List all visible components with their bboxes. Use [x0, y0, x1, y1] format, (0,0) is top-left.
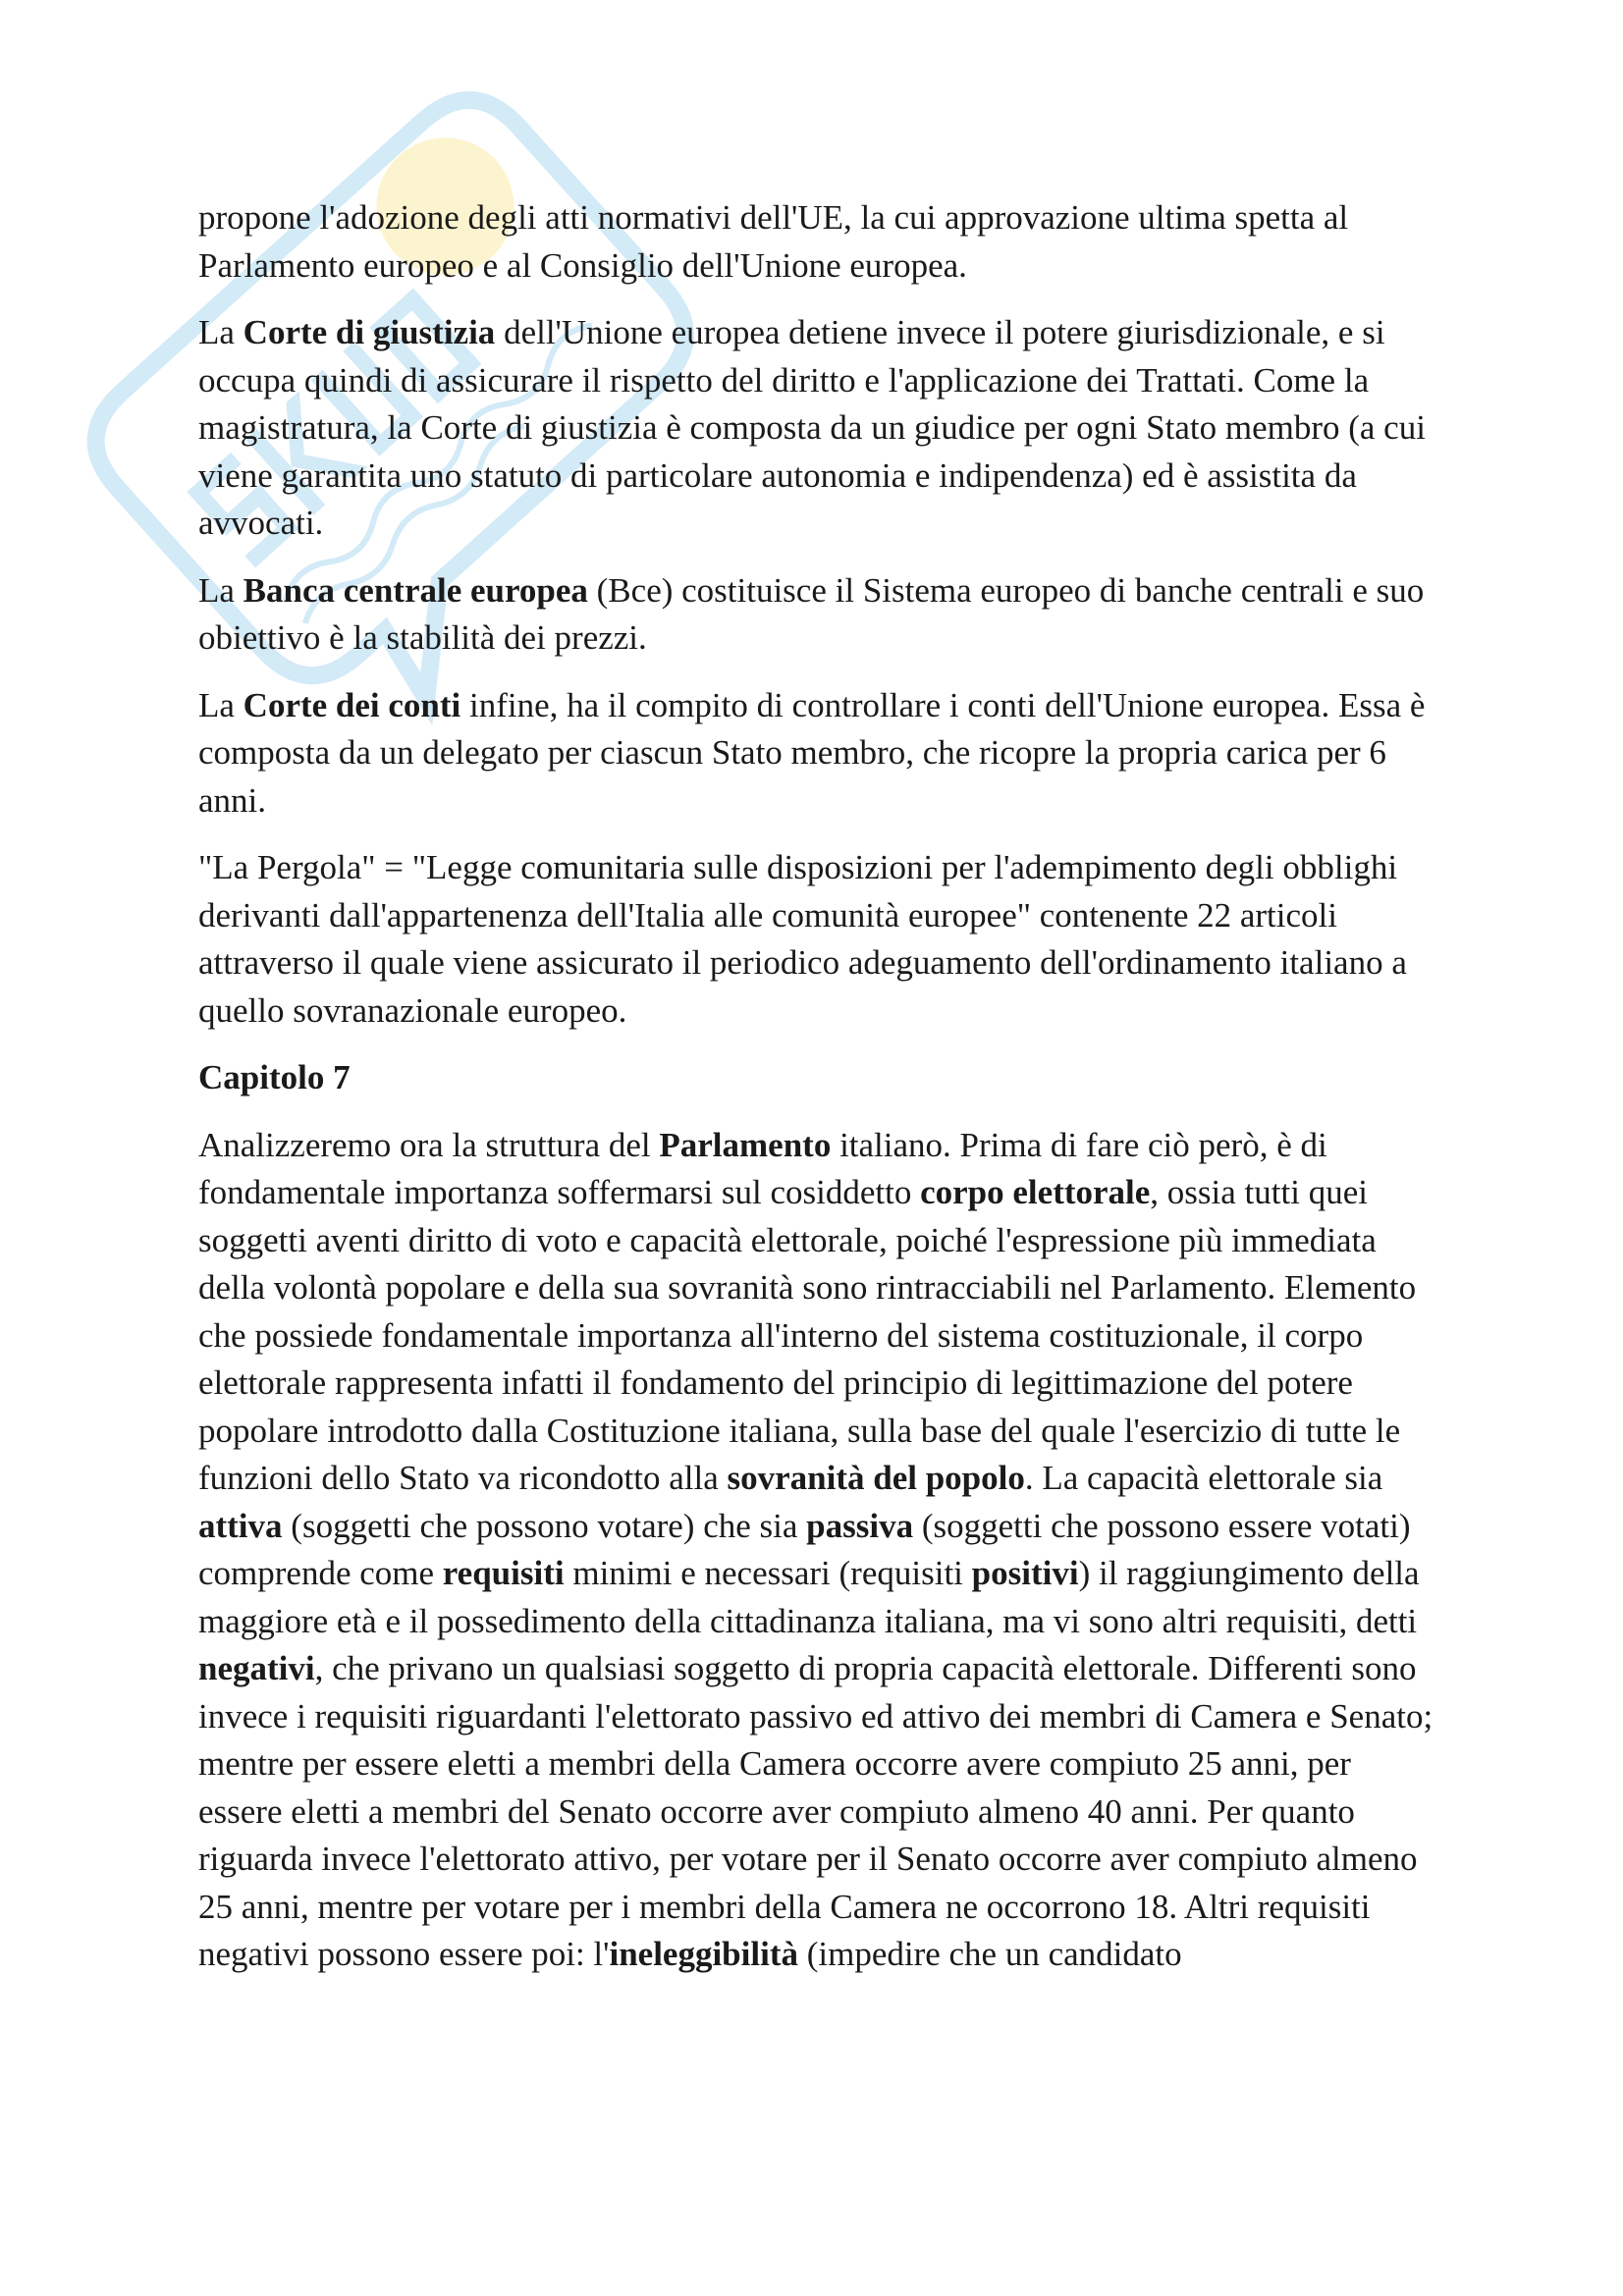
bold-term: attiva [198, 1506, 283, 1545]
text-run: "La Pergola" = "Legge comunitaria sulle disposizioni per l'adempimento degli obblighi derivanti dall'appartenenza dell'Italia alle comunità europee" contenente 22 articoli attraverso il quale viene assicurato il periodico adeguamento dell'ordinamento italiano a quello sovranazionale europeo. [198, 848, 1407, 1030]
text-run: La [198, 313, 243, 351]
bold-term: Corte di giustizia [243, 313, 496, 351]
text-run: (soggetti che possono essere votati) comprende come [198, 1506, 1411, 1592]
bold-term: corpo elettorale [920, 1173, 1151, 1211]
text-run: dell'Unione europea detiene invece il potere giurisdizionale, e si occupa quindi di assicurare il rispetto del diritto e l'applicazione dei Trattati. Come la magistratura, la Corte di giustizia è composta da un giudice per ogni Stato membro (a cui viene garantita uno statuto di particolare autonomia e indipendenza) ed è assistita da avvocati. [198, 313, 1426, 542]
text-run: propone l'adozione degli atti normativi dell'UE, la cui approvazione ultima spetta al Parlamento europeo e al Consiglio dell'Unione europea. [198, 198, 1349, 285]
text-run: (Bce) costituisce il Sistema europeo di banche centrali e suo obiettivo è la stabilità dei prezzi. [198, 570, 1425, 657]
paragraph [198, 567, 1437, 663]
text-run: La [198, 570, 243, 610]
text-run: minimi e necessari (requisiti [564, 1554, 972, 1592]
text-run: . La capacità elettorale sia [1024, 1459, 1383, 1497]
paragraph [198, 194, 1437, 290]
bold-term: sovranità del popolo [727, 1459, 1025, 1497]
paragraph [198, 682, 1437, 826]
paragraph [198, 309, 1437, 548]
bold-term: Parlamento [659, 1125, 832, 1164]
bold-term: Capitolo 7 [198, 1058, 351, 1096]
bold-term: negativi [198, 1649, 315, 1687]
document-body [198, 194, 1437, 1999]
paragraph [198, 1122, 1437, 1979]
text-run: (impedire che un candidato [797, 1935, 1182, 1973]
bold-term: Corte dei conti [243, 685, 461, 724]
paragraph [198, 844, 1437, 1035]
text-run: , che privano un qualsiasi soggetto di propria capacità elettorale. Differenti sono invece i requisiti riguardanti l'elettorato passivo ed attivo dei membri di Camera e Senato; mentre per essere eletti a membri della Camera occorre avere compiuto 25 anni, per essere eletti a membri del Senato occorre aver compiuto almeno 40 anni. Per quanto riguarda invece l'elettorato attivo, per votare per il Senato occorre aver compiuto almeno 25 anni, mentre per votare per i membri della Camera ne occorrono 18. Altri requisiti negativi possono essere poi: l' [198, 1649, 1434, 1973]
text-run: ) il raggiungimento della maggiore età e il possedimento della cittadinanza italiana, ma vi sono altri requisiti, detti [198, 1554, 1420, 1640]
section-heading [198, 1054, 1437, 1102]
bold-term: requisiti [442, 1554, 565, 1592]
text-run: italiano. Prima di fare ciò però, è di fondamentale importanza soffermarsi sul cosiddetto [198, 1125, 1327, 1211]
bold-term: passiva [806, 1506, 914, 1545]
bold-term: positivi [971, 1554, 1079, 1592]
text-run: Analizzeremo ora la struttura del [198, 1125, 660, 1164]
text-run: , ossia tutti quei soggetti aventi diritto di voto e capacità elettorale, poiché l'espressione più immediata della volontà popolare e della sua sovranità sono rintracciabili nel Parlamento. Elemento che possiede fondamentale importanza all'interno del sistema costituzionale, il corpo elettorale rappresenta infatti il fondamento del principio di legittimazione del potere popolare introdotto dalla Costituzione italiana, sulla base del quale l'esercizio di tutte le funzioni dello Stato va ricondotto alla [198, 1173, 1417, 1497]
bold-term: Banca centrale europea [243, 570, 588, 610]
text-run: infine, ha il compito di controllare i conti dell'Unione europea. Essa è composta da un delegato per ciascun Stato membro, che ricopre la propria carica per 6 anni. [198, 685, 1426, 820]
text-run: (soggetti che possono votare) che sia [282, 1506, 807, 1545]
text-run: La [198, 685, 243, 724]
bold-term: ineleggibilità [609, 1935, 798, 1973]
